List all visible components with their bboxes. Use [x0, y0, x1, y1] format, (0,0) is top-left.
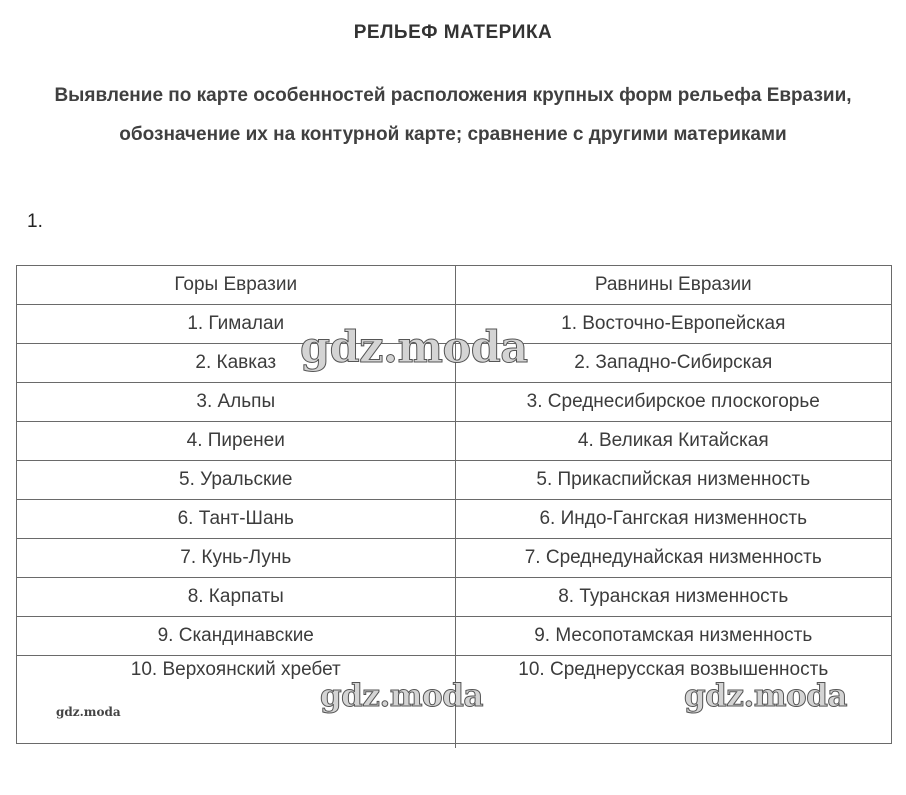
table-row: [17, 500, 891, 539]
watermark-logo-bottom-right: gdz.moda: [684, 678, 847, 714]
table-row: [17, 383, 891, 422]
table-row: [17, 539, 891, 578]
header-plains: Равнины Евразии: [455, 266, 891, 305]
watermark-logo-bottom-center: gdz.moda: [320, 678, 483, 714]
plain-cell: 6. Индо-Гангская низменность: [455, 500, 891, 539]
table-row: [17, 422, 891, 461]
mountain-cell: 9. Скандинавские: [17, 617, 455, 656]
mountain-cell: 10. Верхоянский хребет: [17, 656, 455, 749]
task-description: Выявление по карте особенностей расположения крупных форм рельефа Евразии, обозначение их на контурной карте; сравнение с другими материками: [54, 85, 852, 145]
plain-cell: 3. Среднесибирское плоскогорье: [455, 383, 891, 422]
mountain-cell: 8. Карпаты: [17, 578, 455, 617]
plain-cell: 2. Западно-Сибирская: [455, 344, 891, 383]
mountain-cell: 5. Уральские: [17, 461, 455, 500]
plain-cell: 7. Среднедунайская низменность: [455, 539, 891, 578]
mountain-cell: 3. Альпы: [17, 383, 455, 422]
mountain-cell: 6. Тант-Шань: [17, 500, 455, 539]
watermark-small: gdz.moda: [56, 705, 121, 719]
plain-cell: 10. Среднерусская возвышенность: [455, 656, 891, 749]
table-row: [17, 578, 891, 617]
mountain-cell: 4. Пиренеи: [17, 422, 455, 461]
table-row: [17, 461, 891, 500]
table-row: [17, 617, 891, 656]
plain-cell: 4. Великая Китайская: [455, 422, 891, 461]
plain-cell: 8. Туранская низменность: [455, 578, 891, 617]
table-header-row: [17, 266, 891, 305]
plain-cell: 9. Месопотамская низменность: [455, 617, 891, 656]
mountain-cell: 1. Гималаи: [17, 305, 455, 344]
mountain-cell: 2. Кавказ: [17, 344, 455, 383]
page-title: РЕЛЬЕФ МАТЕРИКА: [353, 22, 553, 43]
plain-cell: 1. Восточно-Европейская: [455, 305, 891, 344]
header-mountains: Горы Евразии: [17, 266, 455, 305]
mountain-cell: 7. Кунь-Лунь: [17, 539, 455, 578]
plain-cell: 5. Прикаспийская низменность: [455, 461, 891, 500]
task-number: 1.: [27, 211, 43, 232]
watermark-logo-top: gdz.moda: [300, 323, 528, 373]
